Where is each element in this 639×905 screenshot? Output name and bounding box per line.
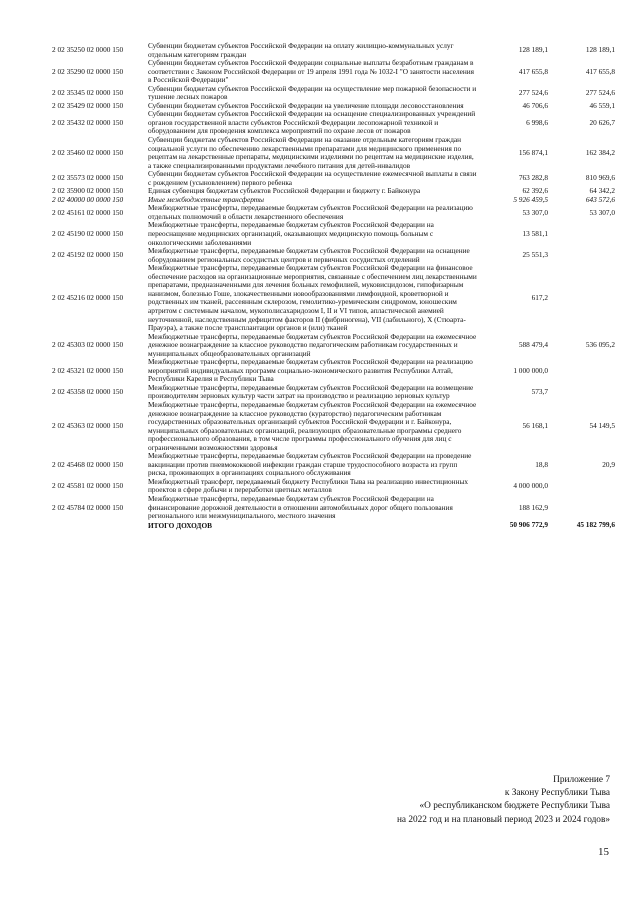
- appendix-law-reference: к Закону Республики Тыва: [504, 788, 610, 799]
- amount-2024-cell: [548, 495, 615, 521]
- revenue-table-body: [52, 42, 615, 530]
- amount-2024-cell: [548, 247, 615, 264]
- description-cell: Межбюджетные трансферты, передаваемые бюджетам субъектов Российской Федерации на финансовое обеспечение расходов на организационные мероприятия, связанные с обеспечением лиц лекарственными препаратами, предназначенными для лечения больных гемофилией, муковисцидозом, гипофизарным нанизмом, болезнью Гоше, злокачественными новообразованиями лимфоидной, кроветворной и родственных им тканей, рассеянным склерозом, гемолитико-уремическим синдромом, юношеским артритом с системным началом, мукополисахаридозом I, II и VI типов, апластической анемией неуточненной, наследственным дефицитом факторов II (фибриногена), VII (лабильного), X (Стюарта-Прауэра), а также после трансплантации органов и (или) тканей: [148, 263, 477, 333]
- amount-2023-cell: 6 998,6: [526, 117, 548, 127]
- appendix-header: [397, 774, 610, 827]
- amount-2024-cell: 46 559,1: [589, 100, 615, 110]
- amount-2023-cell: 50 906 772,9: [509, 520, 548, 530]
- total-row: [52, 521, 615, 531]
- description-cell: Субвенции бюджетам субъектов Российской Федерации на увеличение площади лесовосстановления: [148, 100, 464, 110]
- description-cell: Единая субвенция бюджетам субъектов Российской Федерации и бюджету г. Байконура: [148, 186, 421, 196]
- revenue-table: [52, 42, 615, 530]
- amount-2023-cell: 46 706,6: [522, 100, 548, 110]
- budget-code-cell: 2 02 35345 02 0000 150: [52, 88, 124, 97]
- description-cell: Межбюджетные трансферты, передаваемые бюджетам субъектов Российской Федерации на ежемесячное денежное вознаграждение за классное руководство педагогическим работникам государственных и муниципальных общеобразовательных организаций: [148, 331, 477, 358]
- description-cell: Субвенции бюджетам субъектов Российской Федерации на осуществление мер пожарной безопасности и тушение лесных пожаров: [148, 83, 477, 102]
- page-number: 15: [598, 846, 609, 858]
- amount-2023-cell: 25 551,3: [522, 250, 548, 260]
- amount-2023-cell: 62 392,6: [522, 186, 548, 196]
- amount-2023-cell: 4 000 000,0: [513, 481, 548, 491]
- budget-code-cell: 2 02 45303 02 0000 150: [52, 340, 124, 350]
- amount-2024-cell: 128 189,1: [585, 45, 615, 55]
- table-row: [52, 333, 615, 359]
- amount-2023-cell: 277 524,6: [518, 88, 548, 97]
- table-row: [52, 401, 615, 452]
- description-cell: Межбюджетный трансферт, передаваемый бюджету Республики Тыва на реализацию инвестиционных проектов в сфере добычи и переработки цветных металлов: [148, 476, 469, 495]
- budget-code-cell: 2 02 35900 02 0000 150: [52, 186, 124, 196]
- description-cell: Межбюджетные трансферты, передаваемые бюджетам субъектов Российской Федерации на возмещение производителям зерновых культур части затрат на производство и реализацию зерновых культур: [148, 382, 474, 401]
- budget-code-cell: 2 02 45161 02 0000 150: [52, 207, 124, 217]
- amount-2024-cell: [548, 358, 615, 384]
- budget-code-cell: 2 02 45216 02 0000 150: [52, 293, 124, 303]
- budget-code-cell: 2 02 35290 02 0000 150: [52, 66, 124, 76]
- table-row: [52, 204, 615, 221]
- budget-code-cell: 2 02 35429 02 0000 150: [52, 100, 124, 110]
- budget-code-cell: 2 02 45468 02 0000 150: [52, 459, 124, 469]
- description-cell: Субвенции бюджетам субъектов Российской Федерации на оказание отдельным категориям граждан социальной услуги по обеспечению лекарственными препаратами для медицинского применения по рецептам на лекарственные препараты, медицинскими изделиями по рецептам на медицинские изделия, а также специализированными продуктами лечебного питания для детей-инвалидов: [148, 135, 474, 170]
- budget-code-cell: 2 02 40000 00 0000 150: [52, 194, 124, 204]
- budget-code-cell: 2 02 35460 02 0000 150: [52, 147, 124, 157]
- amount-2023-cell: 5 926 459,5: [513, 194, 548, 204]
- amount-2024-cell: 810 969,6: [585, 173, 615, 183]
- budget-code-cell: 2 02 45192 02 0000 150: [52, 250, 124, 260]
- budget-code-cell: 2 02 45321 02 0000 150: [52, 365, 124, 375]
- description-cell: ИТОГО ДОХОДОВ: [148, 520, 212, 530]
- amount-2024-cell: 54 149,5: [589, 421, 615, 431]
- table-row: [52, 264, 615, 332]
- amount-2024-cell: 643 572,6: [585, 194, 615, 204]
- description-cell: Межбюджетные трансферты, передаваемые бюджетам субъектов Российской Федерации на проведение вакцинации против пневмококковой инфекции граждан старше трудоспособного возраста из групп риска, проживающих в организациях социального обслуживания: [148, 451, 472, 478]
- amount-2023-cell: 417 655,8: [518, 66, 548, 76]
- table-row: [52, 42, 615, 59]
- amount-2024-cell: 20,9: [602, 459, 615, 469]
- amount-2023-cell: 763 282,8: [518, 173, 548, 183]
- amount-2023-cell: 18,8: [535, 459, 548, 469]
- amount-2023-cell: 128 189,1: [518, 45, 548, 55]
- amount-2024-cell: 162 384,2: [585, 147, 615, 157]
- budget-code-cell: 2 02 45363 02 0000 150: [52, 421, 124, 431]
- amount-2023-cell: 588 479,4: [518, 340, 548, 350]
- description-cell: Субвенции бюджетам субъектов Российской Федерации на осуществление ежемесячной выплаты в связи с рождением (усыновлением) первого ребенка: [148, 169, 477, 187]
- budget-code-cell: 2 02 35573 02 0000 150: [52, 173, 124, 183]
- amount-2023-cell: 1 000 000,0: [513, 365, 548, 375]
- amount-2024-cell: 536 095,2: [585, 340, 615, 350]
- description-cell: Межбюджетные трансферты, передаваемые бюджетам субъектов Российской Федерации на оснащение оборудованием региональных сосудистых центров и первичных сосудистых отделений: [148, 246, 470, 264]
- amount-2023-cell: 156 874,1: [518, 147, 548, 157]
- table-row: [52, 136, 615, 170]
- description-cell: Субвенции бюджетам субъектов Российской Федерации на оснащение специализированных учреждений органов государственной власти субъектов Российской Федерации лесопожарной техникой и оборудованием для проведения комплекса мероприятий по охране лесов от пожаров: [148, 109, 476, 136]
- table-row: [52, 384, 615, 401]
- description-cell: Субвенции бюджетам субъектов Российской Федерации социальные выплаты безработным гражданам в соответствии с Законом Российской Федерации от 19 апреля 1991 года № 1032-I "О занятости населения в Российской Федерации": [148, 58, 475, 85]
- amount-2024-cell: [548, 478, 615, 495]
- description-cell: Субвенции бюджетам субъектов Российской Федерации на оплату жилищно-коммунальных услуг отдельным категориям граждан: [148, 41, 454, 59]
- table-row: [52, 495, 615, 521]
- amount-2024-cell: 53 307,0: [589, 207, 615, 217]
- amount-2024-cell: 20 626,7: [589, 117, 615, 127]
- table-row: [52, 110, 615, 136]
- table-row: [52, 59, 615, 85]
- amount-2024-cell: [548, 221, 615, 247]
- budget-code-cell: 2 02 45358 02 0000 150: [52, 387, 124, 397]
- amount-2024-cell: 277 524,6: [585, 88, 615, 97]
- amount-2024-cell: 64 342,2: [589, 186, 615, 196]
- appendix-law-name: «О республиканском бюджете Республики Тыва: [419, 801, 610, 812]
- table-row: [52, 247, 615, 264]
- amount-2023-cell: 617,2: [531, 293, 548, 303]
- amount-2023-cell: 53 307,0: [522, 207, 548, 217]
- amount-2024-cell: 417 655,8: [585, 66, 615, 76]
- amount-2023-cell: 13 581,1: [522, 229, 548, 239]
- budget-code-cell: 2 02 45190 02 0000 150: [52, 229, 124, 239]
- appendix-law-period: на 2022 год и на плановый период 2023 и 2024 годов»: [396, 814, 610, 825]
- description-cell: Межбюджетные трансферты, передаваемые бюджетам субъектов Российской Федерации на финансирование дорожной деятельности в отношении автомобильных дорог общего пользования регионального или межмуниципального, местного значения: [148, 493, 453, 521]
- budget-code-cell: 2 02 35250 02 0000 150: [52, 45, 124, 55]
- table-row: [52, 452, 615, 478]
- appendix-title: Приложение 7: [553, 775, 610, 785]
- description-cell: Межбюджетные трансферты, передаваемые бюджетам субъектов Российской Федерации на реализацию мероприятий индивидуальных программ социально-экономического развития Республики Алтай, Республики Карелия и Республики Тыва: [148, 357, 473, 384]
- amount-2024-cell: [548, 264, 615, 332]
- table-row: [52, 170, 615, 187]
- table-row: [52, 221, 615, 247]
- table-row: [52, 358, 615, 384]
- description-cell: Иные межбюджетные трансферты: [148, 194, 264, 204]
- amount-2024-cell: [548, 384, 615, 401]
- amount-2023-cell: 188 162,9: [518, 502, 548, 512]
- table-row: [52, 85, 615, 102]
- amount-2024-cell: 45 182 799,6: [576, 520, 615, 530]
- budget-code-cell: 2 02 45581 02 0000 150: [52, 481, 124, 491]
- amount-2023-cell: 573,7: [531, 387, 548, 397]
- budget-code-cell: [52, 521, 148, 531]
- table-row: [52, 478, 615, 495]
- description-cell: Межбюджетные трансферты, передаваемые бюджетам субъектов Российской Федерации на реализацию отдельных полномочий в области лекарственного обеспечения: [148, 203, 473, 221]
- budget-code-cell: 2 02 45784 02 0000 150: [52, 502, 124, 512]
- budget-code-cell: 2 02 35432 02 0000 150: [52, 117, 124, 127]
- amount-2023-cell: 56 168,1: [522, 421, 548, 431]
- description-cell: Межбюджетные трансферты, передаваемые бюджетам субъектов Российской Федерации на переоснащение медицинских организаций, оказывающих медицинскую помощь больным с онкологическими заболеваниями: [148, 220, 434, 247]
- description-cell: Межбюджетные трансферты, передаваемые бюджетам субъектов Российской Федерации на ежемесячное денежное вознаграждение за классное руководство (кураторство) педагогическим работникам государственных образовательных организаций субъектов Российской Федерации и г. Байконура, муниципальных образовательных организаций, реализующих образовательные программы среднего профессионального образования, в том числе программы профессионального обучения для лиц с ограниченными возможностями здоровья: [148, 399, 477, 452]
